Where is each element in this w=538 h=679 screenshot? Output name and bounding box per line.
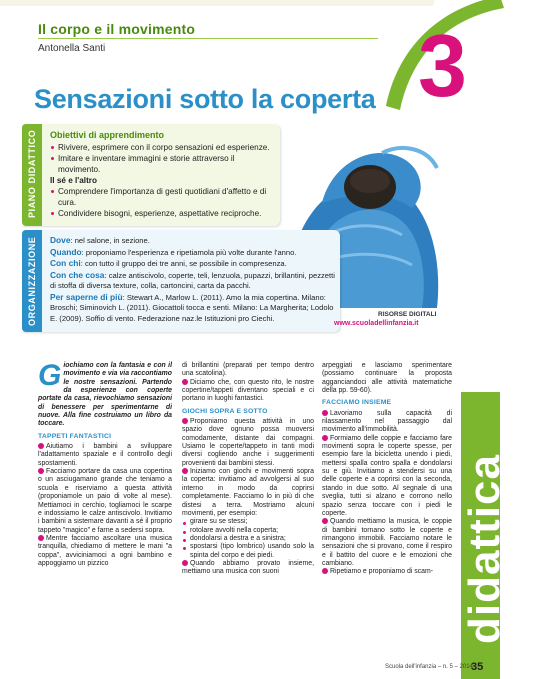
dove-value: : nel salone, in sezione. [70, 236, 150, 245]
paragraph-text: Facciamo portare da casa una copertina o un asciugamano grande che teniamo a scuola e riserviamo a questa attività (proponiamole un paio di volte al mese). Mettiamoci in cerchio, togliamoci le scarpe e indossiamo le calze antiscivolo. Invitiamo i bambini a sistemare davanti a sé il proprio tappeto "magico" e farne a sedersi sopra. [38, 468, 172, 534]
article-title: Sensazioni sotto la coperta [34, 84, 376, 114]
activity-bullet-icon [322, 435, 328, 441]
paragraph-text: Mentre facciamo ascoltare una musica tranquilla, chiediamo di mettere le mani "a coppa", avviciniamoci a ogni bambino e appoggiamo un pizzico [38, 534, 172, 567]
activity-bullet-icon [38, 443, 44, 449]
dropcap: G [38, 359, 62, 392]
paragraph: di brillantini (preparati per tempo dentro una scatolina). [182, 362, 314, 378]
paragraph-text: Formiamo delle coppie e facciamo fare movimenti sopra le coperte spesse, per esempio fare la bicicletta unendo i piedi, mettersi spalla contro spalla e dondolarsi su e giù. Invitiamo a stendersi su una delle coperte e a coprirsi con la seconda, stando in due sotto. Al segnale di una sveglia, tutti si alzano e corrono nello spazio senza toccare con i piedi le coperte. [322, 434, 452, 517]
activity-bullet-icon [182, 418, 188, 424]
objectives-title: Obiettivi di apprendimento [50, 130, 165, 140]
con-chi-value: : con tutto il gruppo dei tre anni, se possibile in compresenza. [80, 259, 287, 268]
organizzazione-tab [22, 230, 42, 332]
piano-didattico-box [22, 124, 280, 226]
piano-didattico-label: PIANO DIDATTICO [27, 129, 37, 218]
paragraph-text: Aiutiamo i bambini a sviluppare l'adattamento spaziale e il controllo degli spostamenti. [38, 443, 172, 467]
paragraph [38, 468, 172, 535]
organizzazione-box [22, 230, 340, 332]
organizzazione-label: ORGANIZZAZIONE [27, 236, 37, 326]
body-column-3 [322, 362, 452, 577]
activity-bullet-icon [182, 560, 188, 566]
list-item: rotolare avvolti nella coperta; [182, 527, 314, 535]
objective-item: Rivivere, esprimere con il corpo sensazioni ed esperienze. [50, 142, 276, 153]
objective-item: Condividere bisogni, esperienze, aspettative reciproche. [50, 208, 276, 219]
paragraph-text: Diciamo che, con questo rito, le nostre copertine/tappeti diventano speciali e ci portano in luoghi fantastici. [182, 378, 314, 403]
page-number: 35 [471, 661, 484, 673]
quando-label: Quando [50, 246, 82, 257]
per-saperne-label: Per saperne di più [50, 291, 123, 302]
quando-value: : proponiamo l'esperienza e ripetiamola più volte durante l'anno. [81, 247, 297, 257]
risorse-digitali-label: RISORSE DIGITALI [378, 311, 437, 318]
paragraph [182, 418, 314, 468]
header-divider [38, 38, 378, 39]
section-heading: FACCIAMO INSIEME [322, 399, 392, 407]
footer-publication: Scuola dell'infanzia – n. 5 – 2014 [385, 664, 473, 670]
activity-bullet-icon [182, 468, 188, 474]
paragraph [182, 468, 314, 518]
paragraph [182, 379, 314, 404]
activity-bullet-icon [38, 535, 44, 541]
section-heading: GIOCHI SOPRA E SOTTO [182, 407, 268, 415]
section-title: Il corpo e il movimento [38, 21, 196, 37]
list-item: spostarsi (tipo lombrico) usando solo la spinta del corpo e dei piedi. [182, 543, 314, 560]
section-heading: TAPPETI FANTASTICI [38, 432, 112, 440]
paragraph [38, 535, 172, 568]
paragraph [182, 560, 314, 577]
paragraph: arpeggiati e lasciamo sperimentare (possiamo continuare la proposta agganciandoci alle attività matematiche della pp. 59-60). [322, 362, 452, 395]
organizzazione-content [50, 235, 336, 324]
paragraph-text: Lavoriamo sulla capacità di rilassamento nel passaggio dal movimento all'immobilità. [322, 409, 452, 434]
didattica-label: didattica [460, 454, 509, 644]
body-column-2 [182, 362, 314, 577]
paragraph [38, 443, 172, 468]
objective-item: Imitare e inventare immagini e storie attraverso il movimento. [50, 153, 276, 175]
paragraph [322, 410, 452, 435]
age-badge-number: 3 [418, 16, 467, 115]
activity-bullet-icon [182, 379, 188, 385]
paragraph-text: Quando mettiamo la musica, le coppie di bambini tornano sotto le coperte e rimangono immobili. Facciamo notare le sensazioni che si provano, come il respiro e il battito del cuore e le emozioni che cambiano. [322, 518, 452, 567]
paragraph [322, 568, 452, 576]
paragraph-text: Proponiamo questa attività in uno spazio dove ognuno possa muoversi comodamente, distante dai compagni. Usiamo le coperte/tappeto in tanti modi diversi cogliendo anche i suggerimenti provenienti dai bambini stessi. [182, 418, 314, 467]
dove-label: Dove [50, 235, 71, 245]
author-name: Antonella Santi [38, 43, 106, 54]
list-item: girare su se stessi; [182, 518, 314, 526]
paragraph-text: Ripetiamo e proponiamo di scam- [330, 568, 434, 576]
activity-bullet-icon [322, 568, 328, 574]
con-che-cosa-value: : calze antiscivolo, coperte, teli, lenzuola, pupazzi, brillantini, pezzetti di stoffa di diversa texture, colla, cartoncini, carta da pacchi. [50, 270, 335, 290]
activity-bullet-icon [38, 468, 44, 474]
intro-text: iochiamo con la fantasia e con il movimento e via via raccontiamo le nostre sensazioni. Partendo da esperienze con coperte portate da casa, rievochiamo sensazioni di benessere per sperimentarne di nuove. Alla fine costruiamo un libro da toccare. [38, 362, 172, 428]
age-badge-anni: anni [357, 44, 395, 77]
con-che-cosa-label: Con che cosa [50, 269, 105, 280]
piano-didattico-tab [22, 124, 42, 226]
paragraph-text: Iniziamo con giochi e movimenti sopra la coperta: invitiamo ad avvolgersi al suo interno in modo da coprirsi completamente. Facciamo lo in più di che distesi a terra. Mostriamo alcuni movimenti, per esempio: [182, 468, 314, 517]
intro-paragraph [38, 359, 172, 429]
risorse-digitali-link[interactable]: www.scuoladellinfanzia.it [334, 320, 419, 327]
activity-bullet-icon [322, 410, 328, 416]
con-chi-label: Con chi [50, 258, 81, 268]
didattica-side-tab [460, 392, 509, 679]
paragraph [322, 518, 452, 568]
objective-item: Comprendere l'importanza di gesti quotidiani d'affetto e di cura. [50, 186, 276, 208]
piano-didattico-content [50, 130, 276, 219]
activity-bullet-icon [322, 518, 328, 524]
paragraph [322, 435, 452, 518]
paragraph-text: Quando abbiamo provato insieme, mettiamo una musica con suoni [182, 559, 314, 576]
objectives-subtitle: Il sé e l'altro [50, 176, 97, 185]
body-column-1 [38, 359, 172, 568]
list-item: dondolarsi a destra e a sinistra; [182, 535, 314, 543]
per-saperne-value: : Stewart A., Marlow L. (2011). Amo la mia copertina. Milano: Broschi; Siminovich L. (2011). Giocattoli tocca e senti. Milano: La Margherita; Lodolo E. (2009). Soffio di vento. Federazione naz.le Istituzioni pro Ciechi. [50, 292, 334, 323]
